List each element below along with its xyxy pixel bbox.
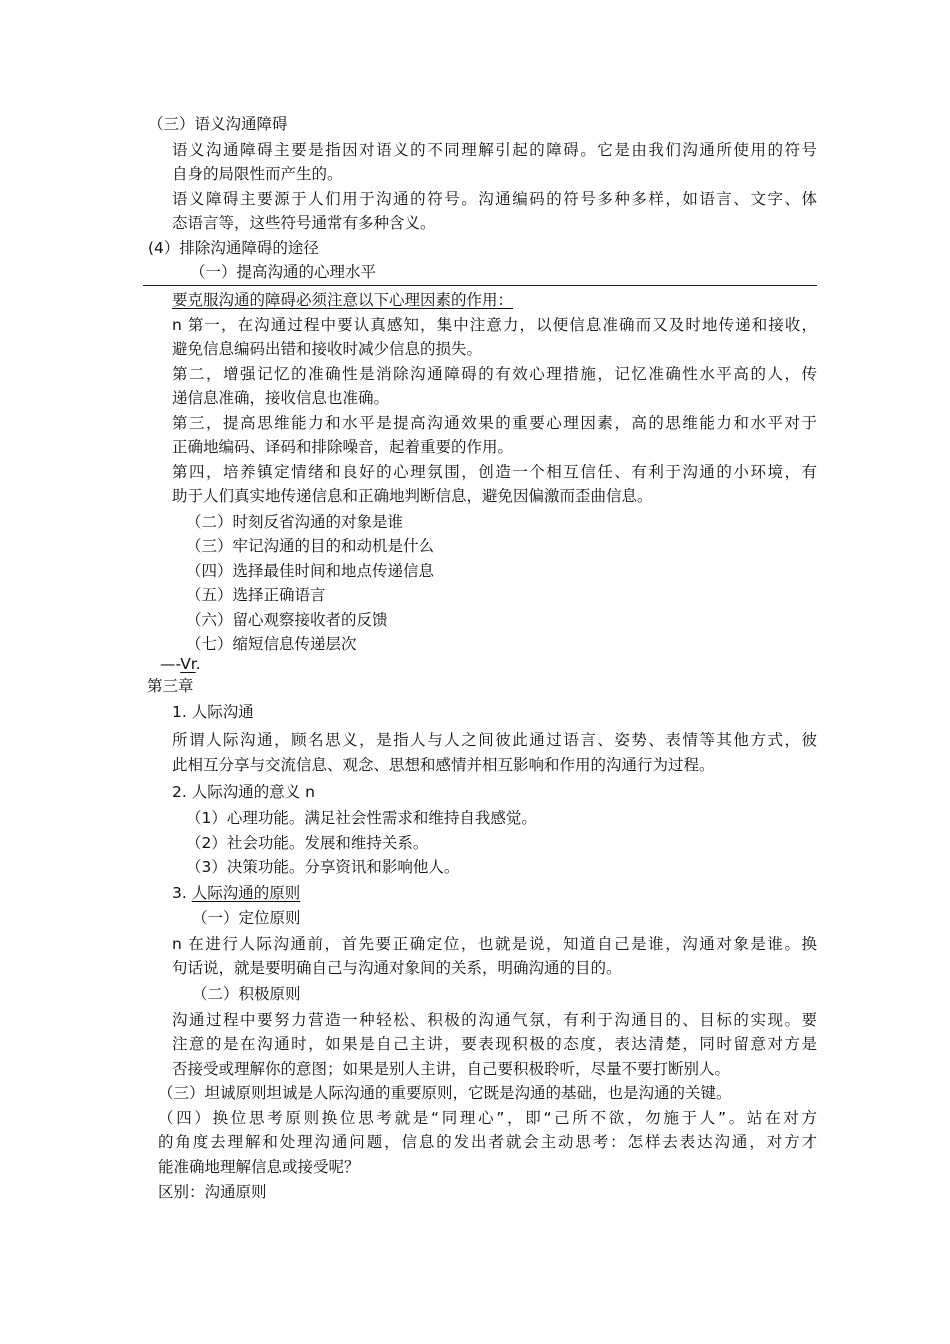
paragraph-line: n 在进行人际沟通前，首先要正确定位，也就是说，知道自己是谁，沟通对象是谁。换	[172, 935, 817, 953]
paragraph-line: 句话说，就是要明确自己与沟通对象间的关系，明确沟通的目的。	[172, 959, 622, 977]
numbered-heading	[172, 883, 300, 903]
paragraph-line: 语义障碍主要源于人们用于沟通的符号。沟通编码的符号多种多样，如语言、文字、体	[172, 190, 817, 208]
underlined-fragment: Vr	[180, 655, 196, 673]
list-item: （四）选择最佳时间和地点传递信息	[186, 562, 435, 580]
paragraph-line: 第四，培养镇定情绪和良好的心理氛围，创造一个相互信任、有利于沟通的小环境，有	[172, 463, 817, 481]
paragraph-line: 递信息准确，接收信息也准确。	[172, 389, 390, 407]
horizontal-rule	[143, 285, 817, 286]
paragraph-line: 语义沟通障碍主要是指因对语义的不同理解引起的障碍。它是由我们沟通所使用的符号	[172, 141, 817, 159]
section-heading-semantic-barrier: （三）语义沟通障碍	[148, 115, 288, 133]
heading-number: 3.	[172, 884, 192, 902]
paragraph-line: 自身的局限性而产生的。	[172, 165, 343, 183]
paragraph-line: （四）换位思考原则换位思考就是“同理心”，即“己所不欲，勿施于人”。站在对方	[158, 1109, 817, 1127]
numbered-heading: 1. 人际沟通	[172, 703, 254, 721]
paragraph-line: 所谓人际沟通，顾名思义，是指人与人之间彼此通过语言、姿势、表情等其他方式，彼	[172, 731, 817, 749]
paragraph-line: 否接受或理解你的意图；如果是别人主讲，自己要积极聆听，尽量不要打断别人。	[172, 1060, 731, 1078]
paragraph-line: 注意的是在沟通时，如果是自己主讲，要表现积极的态度，表达清楚，同时留意对方是	[172, 1035, 817, 1053]
list-item: （三）牢记沟通的目的和动机是什么	[186, 537, 435, 555]
chapter-title: 第三章	[147, 677, 194, 695]
period-text: .	[195, 655, 201, 673]
paragraph-line: 沟通过程中要努力营造一种轻松、积极的沟通气氛，有利于沟通目的、目标的实现。要	[172, 1011, 817, 1029]
paragraph-line: 避免信息编码出错和接收时减少信息的损失。	[172, 340, 483, 358]
subheading: （一）定位原则	[192, 909, 301, 927]
paragraph-line: 正确地编码、译码和排除噪音，起着重要的作用。	[172, 438, 514, 456]
list-item: （二）时刻反省沟通的对象是谁	[186, 513, 404, 531]
paragraph-line: 区别：沟通原则	[158, 1183, 267, 1201]
numbered-heading: 2. 人际沟通的意义 n	[172, 783, 315, 801]
list-item: （六）留心观察接收者的反馈	[186, 611, 388, 629]
paragraph-line: 态语言等，这些符号通常有多种含义。	[172, 214, 436, 232]
paragraph-line: 能准确地理解信息或接受呢？	[158, 1158, 360, 1176]
subheading: （一）提高沟通的心理水平	[190, 263, 377, 281]
list-item: （七）缩短信息传递层次	[186, 635, 357, 653]
list-item: （2）社会功能。发展和维持关系。	[186, 834, 429, 852]
dash-text: —-	[160, 655, 181, 673]
subheading: （二）积极原则	[192, 985, 301, 1003]
stray-mark	[160, 654, 201, 674]
paragraph-line: 的角度去理解和处理沟通问题，信息的发出者就会主动思考：怎样去表达沟通，对方才	[158, 1133, 817, 1151]
paragraph-line: n 第一，在沟通过程中要认真感知，集中注意力，以便信息准确而又及时地传递和接收，	[172, 316, 817, 334]
list-item: （五）选择正确语言	[186, 586, 326, 604]
paragraph-line: 第三，提高思维能力和水平是提高沟通效果的重要心理因素，高的思维能力和水平对于	[172, 414, 817, 432]
heading-text: 人际沟通的原则	[191, 884, 301, 902]
paragraph-line: 助于人们真实地传递信息和正确地判断信息，避免因偏激而歪曲信息。	[172, 487, 653, 505]
list-item: （1）心理功能。满足社会性需求和维持自我感觉。	[186, 809, 537, 827]
paragraph-line: 要克服沟通的障碍必须注意以下心理因素的作用：	[172, 291, 514, 309]
list-item: （3）决策功能。分享资讯和影响他人。	[186, 858, 460, 876]
paragraph-line: 第二，增强记忆的准确性是消除沟通障碍的有效心理措施，记忆准确性水平高的人，传	[172, 365, 817, 383]
paragraph-line: 此相互分享与交流信息、观念、思想和感情并相互影响和作用的沟通行为过程。	[172, 756, 715, 774]
section-heading-remove-barriers: (4）排除沟通障碍的途径	[148, 239, 319, 257]
paragraph-line: （三）坦诚原则坦诚是人际沟通的重要原则，它既是沟通的基础，也是沟通的关键。	[158, 1084, 732, 1102]
